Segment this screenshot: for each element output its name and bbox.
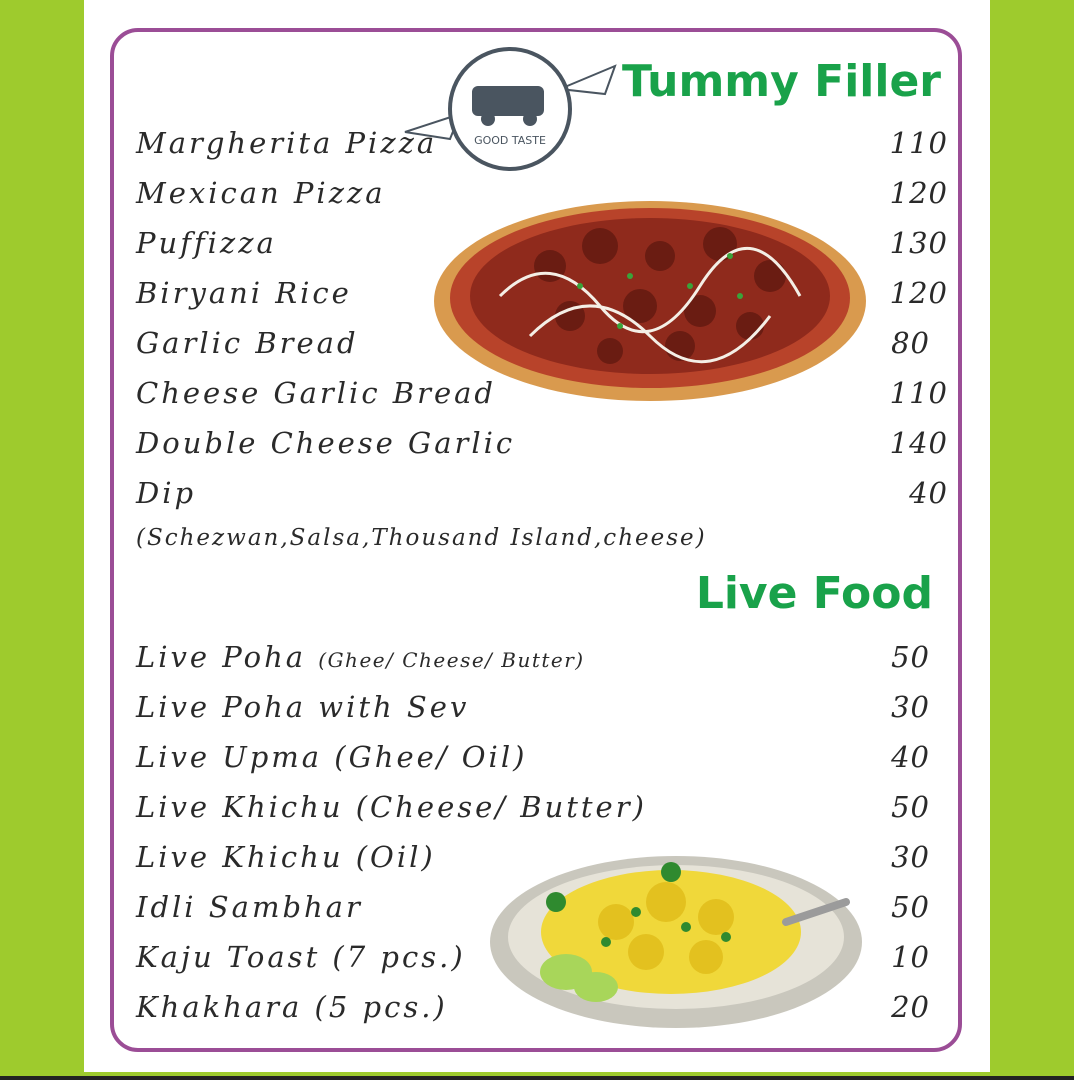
item-price: 130: [889, 226, 948, 260]
menu-item: [136, 790, 948, 834]
item-price: 80: [891, 326, 930, 360]
item-note: (Ghee/ Cheese/ Butter): [318, 648, 585, 672]
item-name: Live Khichu (Oil): [136, 840, 436, 874]
menu-item: [136, 376, 948, 420]
item-name: Live Khichu (Cheese/ Butter): [136, 790, 647, 824]
dip-options-note: (Schezwan,Salsa,Thousand Island,cheese): [136, 525, 707, 551]
item-name: Idli Sambhar: [136, 890, 363, 924]
item-price: 120: [889, 276, 948, 310]
item-price: 120: [889, 176, 948, 210]
item-price: 140: [889, 426, 948, 460]
item-price: 110: [889, 126, 948, 160]
bottom-border: [0, 1076, 1074, 1080]
item-price: 10: [891, 940, 930, 974]
menu-item: [136, 640, 948, 684]
menu-item: [136, 226, 948, 270]
item-price: 30: [891, 840, 930, 874]
item-name: Margherita Pizza: [136, 126, 438, 160]
item-price: 30: [891, 690, 930, 724]
menu-item: [136, 740, 948, 784]
menu-item: [136, 276, 948, 320]
menu-item: [136, 176, 948, 220]
menu-item: [136, 326, 948, 370]
menu-item: [136, 690, 948, 734]
item-name: Cheese Garlic Bread: [136, 376, 496, 410]
menu-item: [136, 940, 948, 984]
item-price: 110: [889, 376, 948, 410]
item-name: [136, 640, 585, 674]
menu-item: [136, 426, 948, 470]
item-name: Khakhara (5 pcs.): [136, 990, 448, 1024]
item-name: Live Upma (Ghee/ Oil): [136, 740, 528, 774]
item-price: 50: [891, 790, 930, 824]
item-name: Kaju Toast (7 pcs.): [136, 940, 466, 974]
section-title-tummy-filler: Tummy Filler: [621, 56, 941, 107]
menu-item: [136, 476, 948, 520]
menu-item: [136, 840, 948, 884]
item-price: 50: [891, 890, 930, 924]
menu-item: [136, 890, 948, 934]
badge-text: GOOD TASTE: [474, 134, 546, 147]
item-name: Puffizza: [136, 226, 277, 260]
item-name: Garlic Bread: [136, 326, 359, 360]
item-price: 20: [891, 990, 930, 1024]
menu-item: [136, 126, 948, 170]
item-price: 50: [891, 640, 930, 674]
item-name: Dip: [136, 476, 197, 510]
item-name: Mexican Pizza: [136, 176, 386, 210]
item-name: Biryani Rice: [136, 276, 352, 310]
item-price: 40: [891, 740, 930, 774]
item-name: Live Poha with Sev: [136, 690, 470, 724]
item-name-text: Live Poha: [136, 640, 307, 674]
item-name: Double Cheese Garlic: [136, 426, 516, 460]
menu-item: [136, 990, 948, 1034]
section-title-live-food: Live Food: [695, 568, 933, 619]
item-price: 40: [909, 476, 948, 510]
